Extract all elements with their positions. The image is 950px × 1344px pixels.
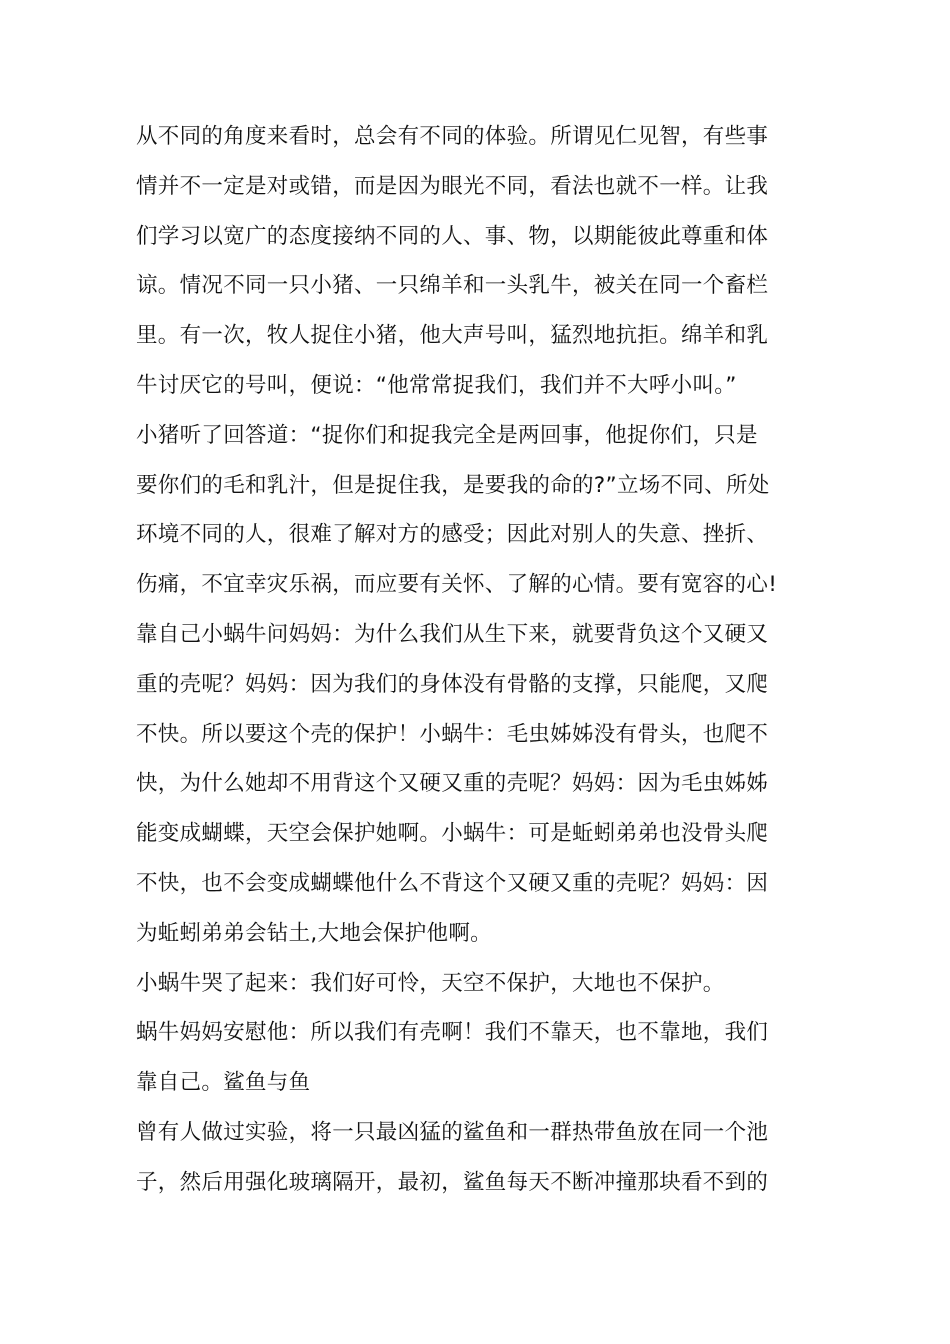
text-line: 情并不一定是对或错，而是因为眼光不同，看法也就不一样。让我 [136,173,769,199]
text-line: 为蚯蚓弟弟会钻土,大地会保护他啊。 [136,920,492,946]
text-line: 里。有一次，牧人捉住小猪，他大声号叫，猛烈地抗拒。绵羊和乳 [136,323,769,349]
text-line: 重的壳呢？妈妈：因为我们的身体没有骨骼的支撑，只能爬，又爬 [136,671,769,697]
text-line: 靠自己。鲨鱼与鱼 [136,1070,311,1096]
text-line: 子，然后用强化玻璃隔开，最初，鲨鱼每天不断冲撞那块看不到的 [136,1169,769,1195]
text-line: 小猪听了回答道：“捉你们和捉我完全是两回事，他捉你们，只是 [136,422,758,448]
text-line: 伤痛，不宜幸灾乐祸，而应要有关怀、了解的心情。要有宽容的心! [136,572,778,598]
text-line: 牛讨厌它的号叫，便说：“他常常捉我们，我们并不大呼小叫。” [136,372,737,398]
text-line: 不快，也不会变成蝴蝶他什么不背这个又硬又重的壳呢？妈妈：因 [136,870,769,896]
text-line: 曾有人做过实验，将一只最凶猛的鲨鱼和一群热带鱼放在同一个池 [136,1119,769,1145]
text-line: 小蜗牛哭了起来：我们好可怜，天空不保护，大地也不保护。 [136,970,725,996]
text-line: 要你们的毛和乳汁，但是捉住我，是要我的命的?”立场不同、所处 [136,472,770,498]
text-line: 蜗牛妈妈安慰他：所以我们有壳啊！我们不靠天，也不靠地，我们 [136,1020,769,1046]
text-line: 快，为什么她却不用背这个又硬又重的壳呢？妈妈：因为毛虫姊姊 [136,771,769,797]
text-line: 谅。情况不同一只小猪、一只绵羊和一头乳牛，被关在同一个畜栏 [136,273,769,299]
text-line: 能变成蝴蝶，天空会保护她啊。小蜗牛：可是蚯蚓弟弟也没骨头爬 [136,821,769,847]
document-body [136,112,816,1208]
text-line: 从不同的角度来看时，总会有不同的体验。所谓见仁见智，有些事 [136,124,769,149]
text-line: 环境不同的人，很难了解对方的感受；因此对别人的失意、挫折、 [136,522,769,548]
text-line: 不快。所以要这个壳的保护！小蜗牛：毛虫姊姊没有骨头，也爬不 [136,721,769,747]
text-line: 们学习以宽广的态度接纳不同的人、事、物，以期能彼此尊重和体 [136,223,769,249]
text-line: 靠自己小蜗牛问妈妈：为什么我们从生下来，就要背负这个又硬又 [136,621,769,647]
